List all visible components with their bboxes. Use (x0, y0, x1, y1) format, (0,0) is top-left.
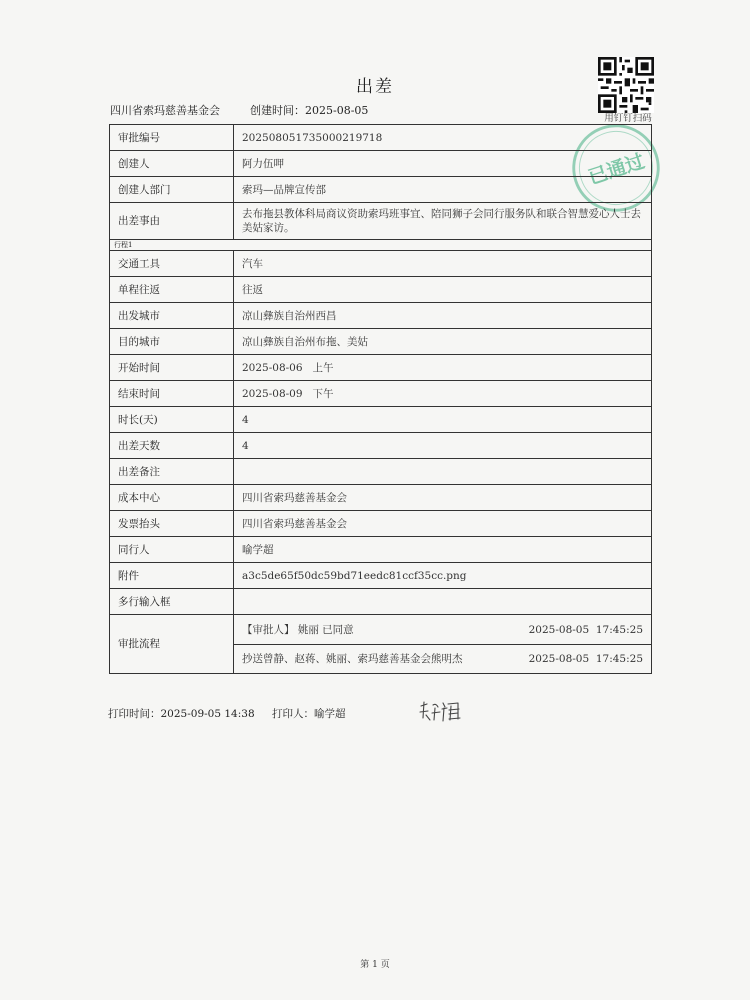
value-duration: 4 (234, 407, 652, 433)
label-dest-city: 目的城市 (110, 329, 234, 355)
approval-step (242, 616, 643, 644)
label-reason: 出差事由 (110, 203, 234, 240)
form-row-creator-dept (110, 177, 652, 203)
page-number: 第 1 页 (360, 960, 390, 970)
value-depart-city: 凉山彝族自治州西昌 (234, 303, 652, 329)
value-trip-type: 往返 (234, 277, 652, 303)
label-trip-type: 单程往返 (110, 277, 234, 303)
form-row-duration (110, 407, 652, 433)
label-approval-no: 审批编号 (110, 125, 234, 151)
form-row-multiline (110, 589, 652, 615)
value-multiline (234, 589, 652, 615)
cc-step (242, 645, 643, 673)
value-creator: 阿力伍呷 (234, 151, 652, 177)
form-row-transport (110, 251, 652, 277)
svg-text:已通过: 已通过 (585, 149, 648, 189)
approval-step-time: 2025-08-05 17:45:25 (528, 623, 643, 636)
form-row-creator (110, 151, 652, 177)
label-depart-city: 出发城市 (110, 303, 234, 329)
value-creator-dept: 索玛—品牌宣传部 (234, 177, 652, 203)
value-start-time: 2025-08-06 上午 (234, 355, 652, 381)
trip-group-label: 行程1 (110, 240, 652, 251)
form-row-attachment (110, 563, 652, 589)
created-time: 创建时间：2025-08-05 (250, 104, 369, 117)
approval-flow-list (234, 615, 652, 674)
value-end-time: 2025-08-09 下午 (234, 381, 652, 407)
trip-group-header (110, 240, 652, 251)
value-trip-note (234, 459, 652, 485)
label-companion: 同行人 (110, 537, 234, 563)
label-attachment: 附件 (110, 563, 234, 589)
attachment-link[interactable]: a3c5de65f50dc59bd71eedc81ccf35cc.png (234, 563, 652, 589)
label-start-time: 开始时间 (110, 355, 234, 381)
handwritten-signature-icon (418, 698, 464, 724)
cc-step-time: 2025-08-05 17:45:25 (528, 652, 643, 665)
label-multiline: 多行输入框 (110, 589, 234, 615)
approval-step-text: 【审批人】 姚丽 已同意 (242, 623, 354, 636)
form-row-reason (110, 203, 652, 240)
cc-step-text: 抄送曾静、赵蒋、姚丽、索玛慈善基金会熊明杰 (242, 652, 463, 665)
form-row-approval-no (110, 125, 652, 151)
qr-code-icon (598, 57, 654, 113)
label-trip-note: 出差备注 (110, 459, 234, 485)
approval-form-table (109, 124, 652, 674)
form-row-companion (110, 537, 652, 563)
form-row-trip-type (110, 277, 652, 303)
label-end-time: 结束时间 (110, 381, 234, 407)
qr-caption: 用钉钉扫码 (604, 113, 652, 124)
value-companion: 喻学超 (234, 537, 652, 563)
value-cost-center: 四川省索玛慈善基金会 (234, 485, 652, 511)
form-row-dest-city (110, 329, 652, 355)
form-row-end-time (110, 381, 652, 407)
form-row-trip-days (110, 433, 652, 459)
value-approval-no: 20250805173500021971​8 (234, 125, 652, 151)
value-reason: 去布拖县教体科局商议资助索玛班事宜、陪同狮子会同行服务队和联合智慧爱心人士去美姑家访。 (234, 203, 652, 240)
label-creator-dept: 创建人部门 (110, 177, 234, 203)
form-row-start-time (110, 355, 652, 381)
label-trip-days: 出差天数 (110, 433, 234, 459)
form-row-depart-city (110, 303, 652, 329)
value-trip-days: 4 (234, 433, 652, 459)
value-dest-city: 凉山彝族自治州布拖、美姑 (234, 329, 652, 355)
organization-name: 四川省索玛慈善基金会 (110, 104, 220, 117)
label-approval-flow: 审批流程 (110, 615, 234, 674)
page-title: 出差 (356, 77, 394, 97)
label-duration: 时长(天) (110, 407, 234, 433)
form-row-approval-flow (110, 615, 652, 674)
print-time: 打印时间：2025-09-05 14:38 (108, 708, 255, 720)
label-invoice-title: 发票抬头 (110, 511, 234, 537)
label-cost-center: 成本中心 (110, 485, 234, 511)
value-transport: 汽车 (234, 251, 652, 277)
form-row-trip-note (110, 459, 652, 485)
label-creator: 创建人 (110, 151, 234, 177)
value-invoice-title: 四川省索玛慈善基金会 (234, 511, 652, 537)
form-row-invoice-title (110, 511, 652, 537)
form-row-cost-center (110, 485, 652, 511)
label-transport: 交通工具 (110, 251, 234, 277)
printer: 打印人：喻学超 (272, 708, 346, 720)
